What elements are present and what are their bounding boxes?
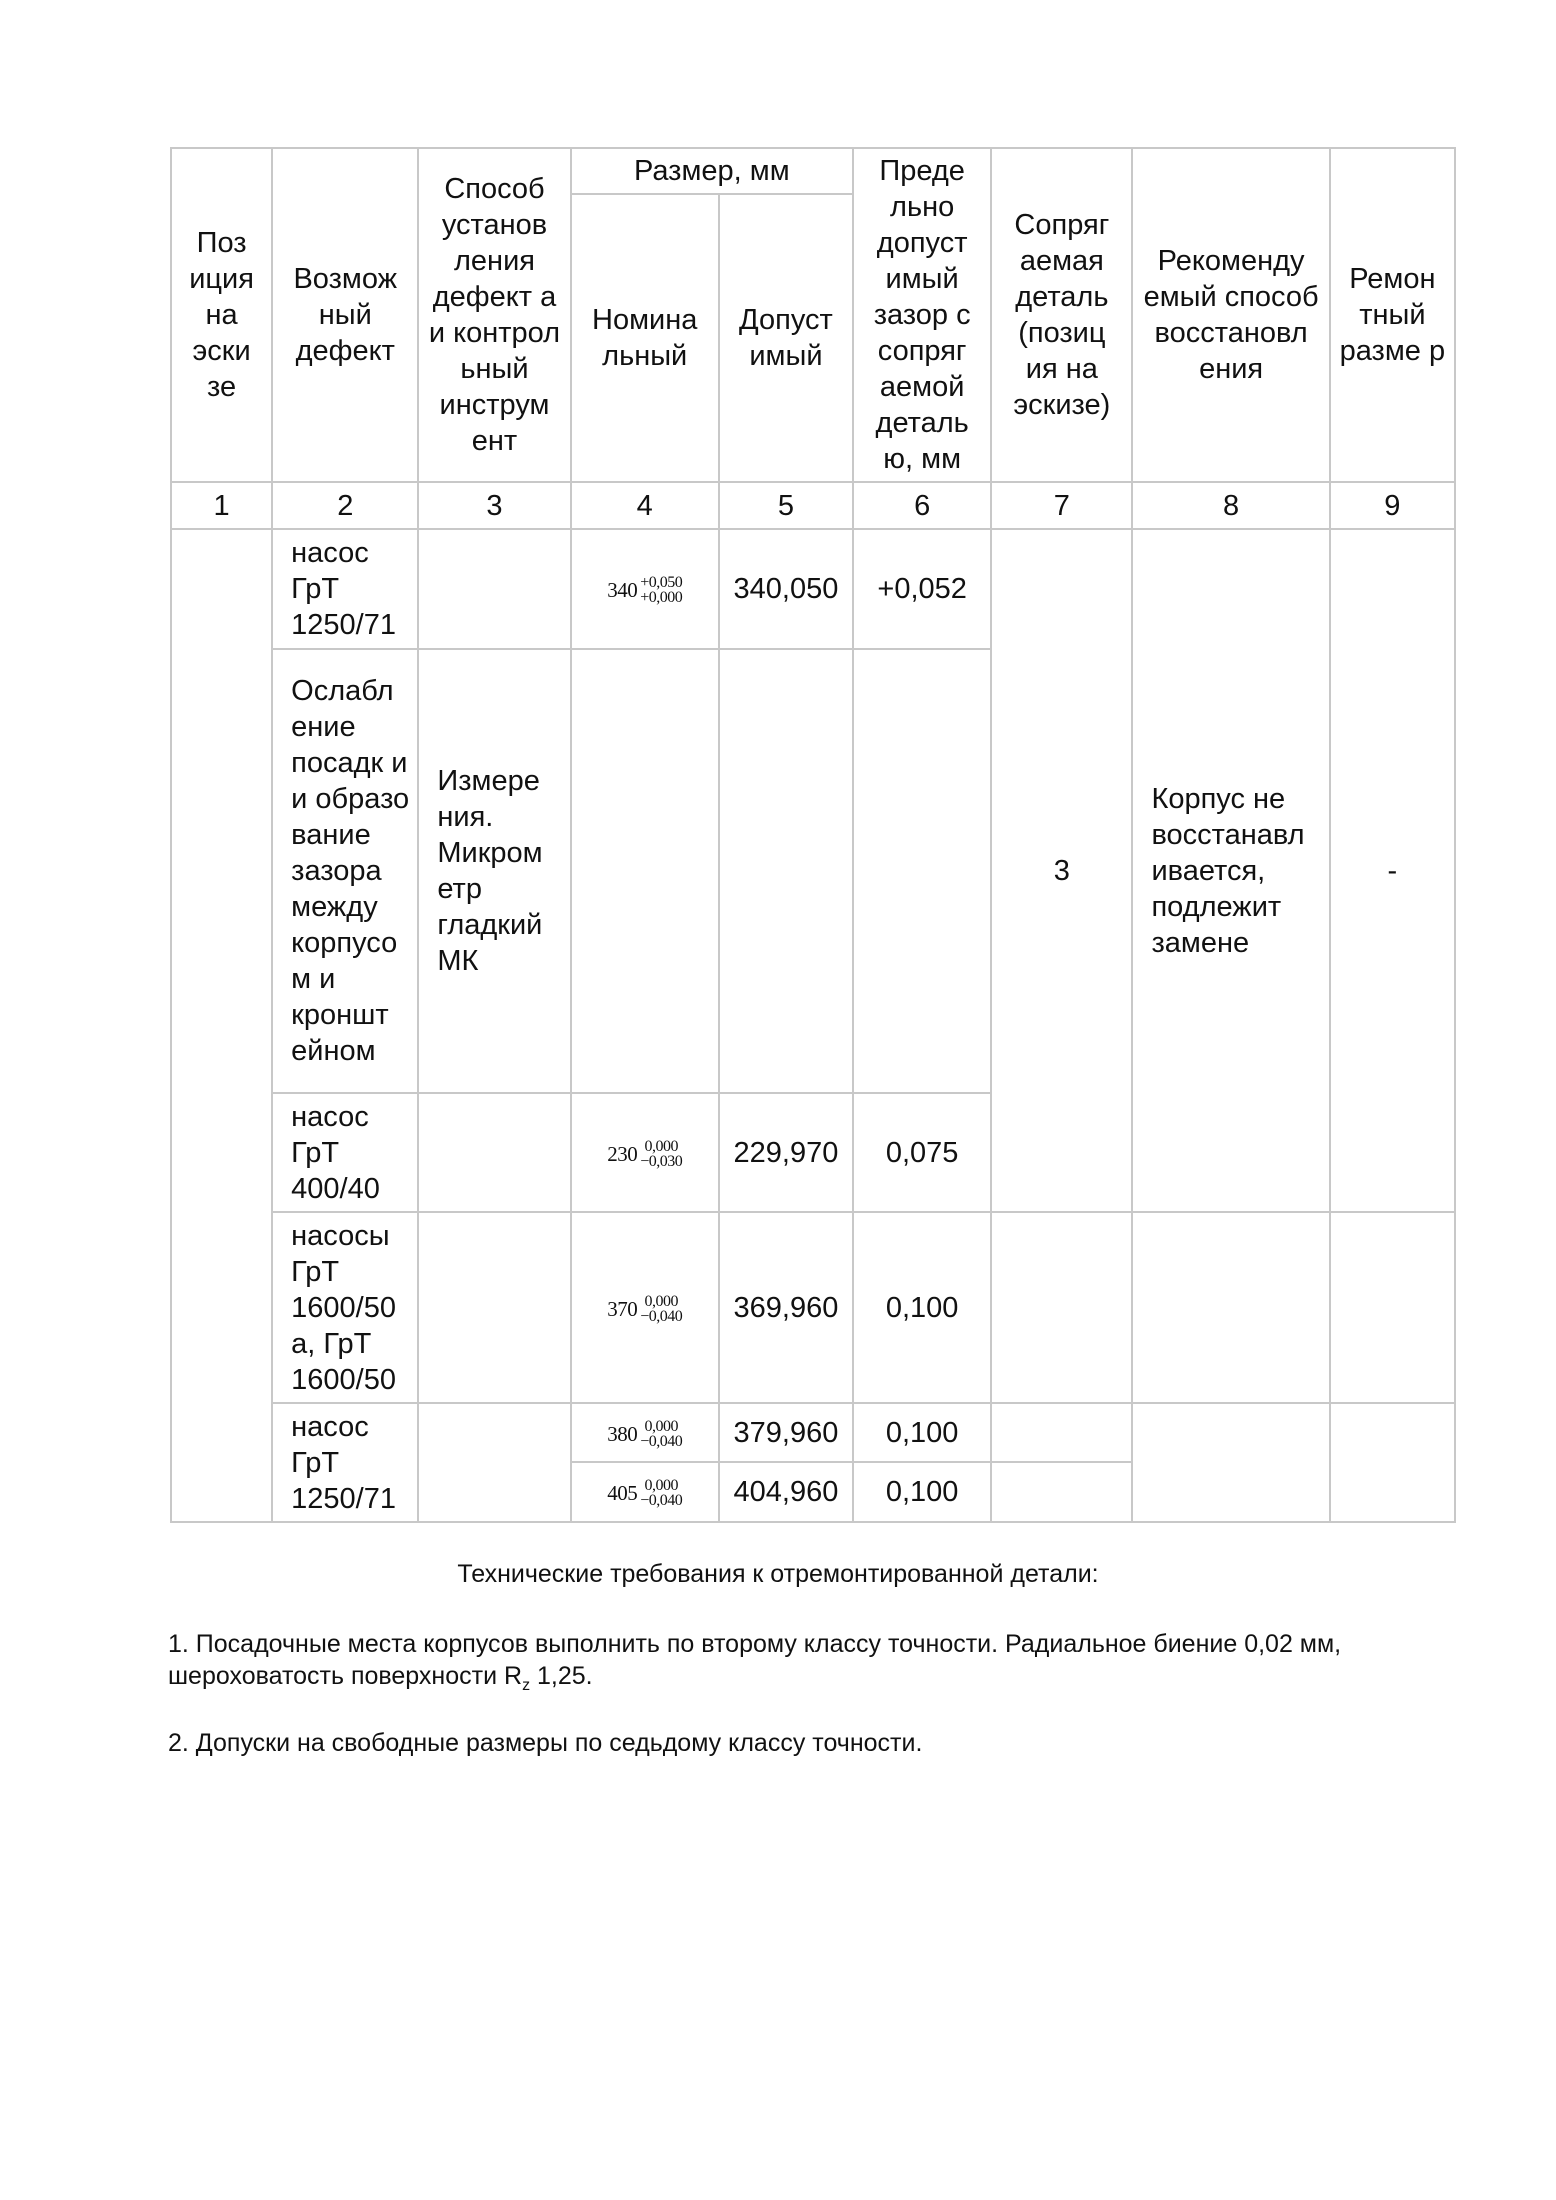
recommended-method-cell: [1132, 1403, 1329, 1522]
max-gap-cell: 0,100: [853, 1212, 991, 1403]
max-gap-cell: [853, 649, 991, 1093]
column-number: 2: [272, 482, 418, 529]
mating-part-cell: [991, 1212, 1132, 1403]
method-cell: [418, 529, 570, 649]
header-recommended-method: Рекоменду емый способ восстановл ения: [1132, 148, 1329, 482]
column-number: 7: [991, 482, 1132, 529]
tolerance-value: 380 0,000 −0,040: [607, 1417, 683, 1450]
allowable-cell: 369,960: [719, 1212, 853, 1403]
allowable-cell: 379,960: [719, 1403, 853, 1462]
repair-size-cell: -: [1330, 529, 1455, 1212]
header-nominal: Номина льный: [571, 194, 719, 482]
tolerance-value: 405 0,000 −0,040: [607, 1477, 683, 1509]
max-gap-cell: 0,100: [853, 1462, 991, 1522]
requirement-item-2: 2. Допуски на свободные размеры по седьдому классу точности.: [168, 1729, 923, 1757]
header-size-group: Размер, мм: [571, 148, 853, 194]
nominal-cell: [571, 1212, 719, 1403]
header-max-gap: Преде льно допуст имый зазор с сопряг аемой деталь ю, мм: [853, 148, 991, 482]
defect-cell: насос ГрТ 1250/71: [272, 1403, 418, 1522]
header-repair-size: Ремон тный разме р: [1330, 148, 1455, 482]
recommended-method-cell: Корпус не восстанавл ивается, подлежит замене: [1132, 529, 1329, 1212]
allowable-cell: 340,050: [719, 529, 853, 649]
defect-cell: насос ГрТ 400/40: [272, 1093, 418, 1212]
max-gap-cell: 0,100: [853, 1403, 991, 1462]
method-cell: [418, 1212, 570, 1403]
nominal-cell: [571, 1403, 719, 1462]
column-number: 9: [1330, 482, 1455, 529]
method-cell: [418, 1093, 570, 1212]
table-row: [171, 1212, 1455, 1403]
column-number: 6: [853, 482, 991, 529]
allowable-cell: 404,960: [719, 1462, 853, 1522]
position-cell: [171, 529, 272, 1522]
column-number-row: [171, 482, 1455, 529]
tolerance-value: 370 0,000 −0,040: [607, 1292, 683, 1325]
header-detection-method: Способ установ ления дефект а и контрол ьный инструм ент: [418, 148, 570, 482]
allowable-cell: [719, 649, 853, 1093]
defect-cell: насос ГрТ 1250/71: [272, 529, 418, 649]
tolerance-value: 230 0,000 −0,030: [607, 1137, 683, 1170]
repair-size-cell: [1330, 1403, 1455, 1522]
max-gap-cell: +0,052: [853, 529, 991, 649]
header-position: Поз иция на эски зе: [171, 148, 272, 482]
requirement-text-tail: 1,25.: [530, 1662, 593, 1690]
mating-part-cell: [991, 1403, 1132, 1462]
roughness-subscript: z: [522, 1677, 531, 1694]
nominal-cell: [571, 529, 719, 649]
defects-table: [170, 147, 1456, 1523]
recommended-method-cell: [1132, 1212, 1329, 1403]
table-row: [171, 529, 1455, 649]
header-allowable: Допуст имый: [719, 194, 853, 482]
column-number: 5: [719, 482, 853, 529]
method-cell: Измере ния. Микром етр гладкий МК: [418, 649, 570, 1093]
method-cell: [418, 1403, 570, 1522]
header-row-top: [171, 148, 1455, 194]
column-number: 4: [571, 482, 719, 529]
nominal-cell: [571, 649, 719, 1093]
column-number: 3: [418, 482, 570, 529]
column-number: 1: [171, 482, 272, 529]
nominal-cell: [571, 1093, 719, 1212]
header-defect: Возмож ный дефект: [272, 148, 418, 482]
column-number: 8: [1132, 482, 1329, 529]
defect-cell: насосы ГрТ 1600/50 а, ГрТ 1600/50: [272, 1212, 418, 1403]
requirement-text: 1. Посадочные места корпусов выполнить по второму классу точности. Радиальное биение 0,02 мм, шероховатость поверхности R: [168, 1630, 1342, 1690]
defect-cell: Ослабл ение посадк и и образо вание зазора между корпусо м и кроншт ейном: [272, 649, 418, 1093]
requirements-title: Технические требования к отремонтированной детали:: [457, 1560, 1099, 1588]
tolerance-value: 340 +0,050 +0,000: [607, 574, 683, 606]
max-gap-cell: 0,075: [853, 1093, 991, 1212]
requirement-item-1: [168, 1628, 1458, 1702]
header-mating-part: Сопряг аемая деталь (позиц ия на эскизе): [991, 148, 1132, 482]
mating-part-cell: 3: [991, 529, 1132, 1212]
table-row: [171, 1403, 1455, 1462]
repair-size-cell: [1330, 1212, 1455, 1403]
mating-part-cell: [991, 1462, 1132, 1522]
allowable-cell: 229,970: [719, 1093, 853, 1212]
nominal-cell: [571, 1462, 719, 1522]
